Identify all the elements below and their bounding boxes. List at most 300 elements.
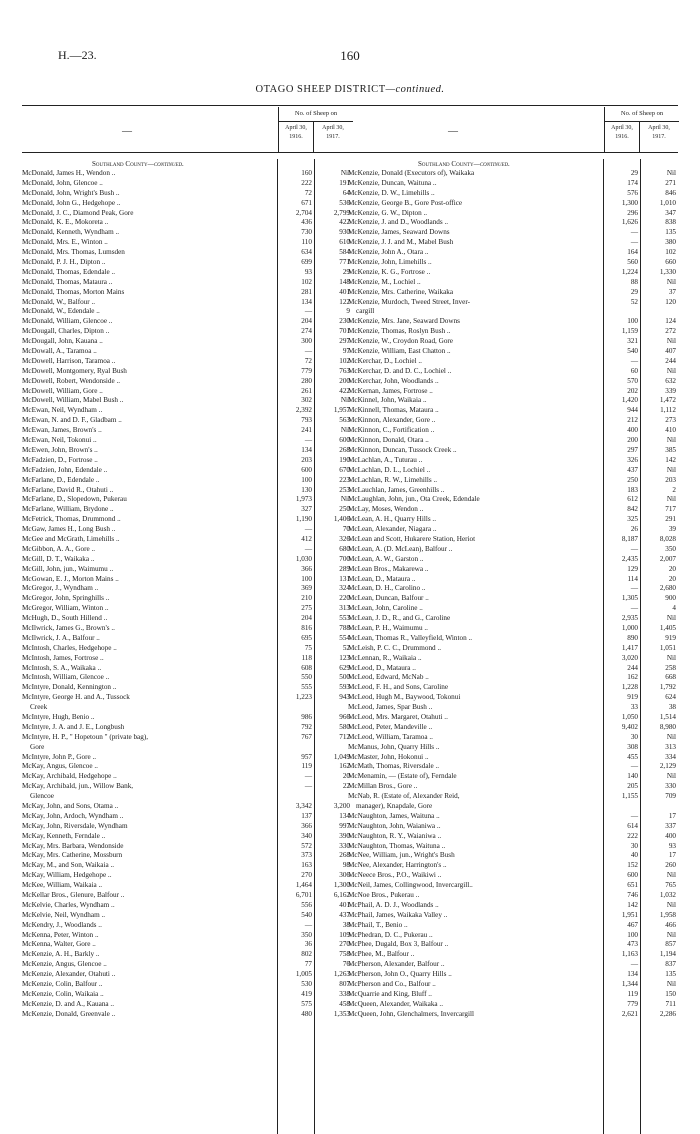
owner-name: McGregor, William, Winton .. — [22, 604, 109, 613]
sheep-1917: 610 — [339, 238, 350, 247]
sheep-1916: 1,344 — [621, 980, 638, 989]
owner-name: McPherson, Alexander, Balfour .. — [348, 960, 445, 969]
table-row — [348, 476, 678, 486]
sheep-1917: 52 — [342, 643, 350, 652]
sheep-1917: 306 — [339, 871, 350, 880]
sheep-1917: 22 — [342, 782, 350, 791]
sheep-1917: 64 — [342, 188, 350, 197]
table-row — [348, 565, 678, 575]
table-body — [348, 159, 678, 1020]
table-row — [22, 753, 352, 763]
table-row — [348, 762, 678, 772]
owner-name: McKenzie, John, Limehills .. — [348, 258, 432, 267]
owner-name: McEwan, James, Brown's .. — [22, 426, 102, 435]
table-row — [348, 970, 678, 980]
owner-name: McKenzie, J. and D., Woodlands .. — [348, 218, 449, 227]
sheep-1917: 807 — [339, 980, 350, 989]
sheep-1916: 325 — [627, 515, 638, 524]
owner-name: McKenzie, A. H., Barkly .. — [22, 950, 100, 959]
table-row — [22, 436, 352, 446]
sheep-1917: 997 — [339, 821, 350, 830]
sheep-1917: 838 — [665, 218, 676, 227]
sheep-1917: 554 — [339, 633, 350, 642]
sheep-1916: 467 — [627, 920, 638, 929]
owner-name: McDonald, James H., Wendon .. — [22, 169, 116, 177]
table-row — [22, 664, 352, 674]
sheep-1917: 102 — [339, 356, 350, 365]
sheep-1917: Nil — [340, 396, 350, 405]
table-row — [348, 1010, 678, 1020]
owner-name: McPhail, A. D. J., Woodlands .. — [348, 900, 439, 909]
sheep-1917: 97 — [342, 347, 350, 356]
sheep-1916: 134 — [301, 445, 312, 454]
sheep-1916: 2,621 — [621, 1009, 638, 1018]
sheep-1916: 296 — [627, 208, 638, 217]
document-reference: H.—23. — [58, 48, 97, 62]
sheep-1917: 846 — [665, 188, 676, 197]
sheep-1917: 1,958 — [659, 910, 676, 919]
owner-name: McKenzie, Colin, Waikaia .. — [22, 989, 104, 998]
table-row — [348, 733, 678, 743]
sheep-1916: 275 — [301, 604, 312, 613]
sheep-1916: 369 — [301, 584, 312, 593]
owner-name: McDonald, Thomas, Morton Mains — [22, 287, 125, 296]
table-row — [22, 169, 352, 179]
sheep-1916: 308 — [627, 742, 638, 751]
sheep-1917: 380 — [665, 238, 676, 247]
sheep-1917: 930 — [339, 228, 350, 237]
sheep-1916: 270 — [301, 871, 312, 880]
sheep-1917: 268 — [339, 445, 350, 454]
sheep-1916: 340 — [301, 831, 312, 840]
owner-name: McIlwrick, J. A., Balfour .. — [22, 633, 100, 642]
owner-name: McDonald, P. J. H., Dipton .. — [22, 258, 106, 267]
table-row — [22, 575, 352, 585]
sheep-1917: Nil — [666, 900, 676, 909]
owner-name: McIntyre, George H. and A., Tussock — [22, 693, 130, 702]
table-body — [22, 159, 352, 1020]
table-row — [22, 515, 352, 525]
sheep-1917: 771 — [339, 258, 350, 267]
sheep-1917: 765 — [665, 881, 676, 890]
sheep-1917: 1,010 — [659, 198, 676, 207]
sheep-1917: 20 — [668, 564, 676, 573]
owner-name: McLay, Moses, Wendon .. — [348, 505, 424, 514]
sheep-1916: 163 — [301, 861, 312, 870]
table-row — [22, 268, 352, 278]
sheep-1916: 986 — [301, 712, 312, 721]
owner-name: McKay, Archibald, jun., Willow Bank, — [22, 782, 134, 791]
sheep-1917: 600 — [339, 436, 350, 445]
table-row — [22, 555, 352, 565]
owner-name: McKenzie, George B., Gore Post-office — [348, 198, 463, 207]
owner-name: McLean Bros., Makarewa .. — [348, 564, 429, 573]
owner-name: McLeod, F. H., and Sons, Caroline — [348, 683, 449, 692]
owner-name: McKenzie, Thomas, Roslyn Bush .. — [348, 327, 451, 336]
sheep-1916: 400 — [627, 426, 638, 435]
owner-name: McMath, Thomas, Riversdale .. — [348, 762, 440, 771]
table-row — [22, 762, 352, 772]
table-row — [348, 891, 678, 901]
owner-name: McLeod, William, Taramoa .. — [348, 732, 433, 741]
owner-name: McPhail, T., Benio .. — [348, 920, 408, 929]
table-row — [22, 713, 352, 723]
sheep-1916: 72 — [304, 356, 312, 365]
sheep-1916: 200 — [627, 436, 638, 445]
owner-name: McKay, John, and Sons, Otama .. — [22, 802, 119, 810]
sheep-1917: 272 — [665, 327, 676, 336]
sheep-1917: Nil — [666, 980, 676, 989]
table-row — [22, 278, 352, 288]
sheep-1917: 709 — [665, 792, 676, 801]
table-row — [348, 713, 678, 723]
table-row — [22, 911, 352, 921]
owner-name: Creek — [30, 703, 48, 712]
sheep-1916: 130 — [301, 485, 312, 494]
sheep-1917: 837 — [665, 960, 676, 969]
owner-name: McDowell, William, Mabel Bush .. — [22, 396, 124, 405]
table-row — [22, 327, 352, 337]
sheep-1917: 98 — [342, 861, 350, 870]
table-row — [22, 802, 352, 812]
table-header — [348, 105, 678, 153]
owner-name: McPhee, Dugald, Box 3, Balfour .. — [348, 940, 449, 949]
owner-name: McDowell, Harrison, Taramoa .. — [22, 356, 116, 365]
sheep-1917: 326 — [339, 534, 350, 543]
sheep-1916: 2,435 — [621, 554, 638, 563]
owner-name: McGregor, J., Wyndham .. — [22, 584, 99, 593]
table-row — [22, 307, 352, 317]
sheep-1916: 100 — [627, 317, 638, 326]
sheep-1917: 244 — [665, 356, 676, 365]
owner-name: McLauchlan, James, Greenhills .. — [348, 485, 445, 494]
sheep-1916: 1,030 — [295, 554, 312, 563]
sheep-1916: 297 — [627, 445, 638, 454]
owner-name: McDougall, Charles, Dipton .. — [22, 327, 110, 336]
sheep-1917: 4 — [672, 604, 676, 613]
table-row — [348, 268, 678, 278]
sheep-1917: 458 — [339, 999, 350, 1008]
table-row — [22, 604, 352, 614]
sheep-1917: Nil — [666, 366, 676, 375]
sheep-1917: 2,680 — [659, 584, 676, 593]
owner-name: McLean and Scott, Hukarere Station, Heriot — [348, 534, 476, 543]
sheep-1916: 419 — [301, 989, 312, 998]
table-row — [22, 377, 352, 387]
table-row — [348, 782, 678, 792]
sheep-1916: — — [630, 584, 638, 593]
sheep-1917: 400 — [665, 831, 676, 840]
table-row — [348, 555, 678, 565]
table-row — [22, 703, 352, 713]
sheep-1916: 302 — [301, 396, 312, 405]
sheep-1916: 2,704 — [295, 208, 312, 217]
sheep-1916: 1,155 — [621, 792, 638, 801]
table-row — [22, 416, 352, 426]
owner-name: McPherson, John O., Quarry Hills .. — [348, 970, 452, 979]
owner-name: McKenzie, M., Lochiel .. — [348, 277, 421, 286]
table-row — [22, 871, 352, 881]
sheep-1917: 150 — [665, 989, 676, 998]
owner-name: McPhedran, D. C., Pukerau .. — [348, 930, 433, 939]
table-row — [348, 535, 678, 545]
sheep-1916: 140 — [627, 772, 638, 781]
owner-name: McDonald, W., Balfour .. — [22, 297, 96, 306]
owner-name: McKelvie, Neil, Wyndham .. — [22, 910, 106, 919]
table-row — [22, 683, 352, 693]
owner-name: McNee, William, jun., Wright's Bush — [348, 851, 455, 860]
sheep-1917: 668 — [665, 673, 676, 682]
sheep-1917: 37 — [668, 287, 676, 296]
owner-name: McIntosh, William, Glencoe .. — [22, 673, 110, 682]
table-row — [348, 357, 678, 367]
sheep-1916: 651 — [627, 881, 638, 890]
owner-name: McNab, R. (Estate of, Alexander Reid, — [348, 792, 460, 801]
sheep-1916: 373 — [301, 851, 312, 860]
sheep-1917: 2,286 — [659, 1009, 676, 1018]
sheep-1917: 93 — [668, 841, 676, 850]
sheep-1917: 763 — [339, 366, 350, 375]
table-row — [348, 842, 678, 852]
sheep-1917: 9 — [346, 307, 350, 316]
sheep-1917: 330 — [339, 841, 350, 850]
table-row — [348, 584, 678, 594]
sheep-1916: 241 — [301, 426, 312, 435]
sheep-1916: 204 — [301, 614, 312, 623]
row-list — [348, 169, 678, 1020]
table-row — [348, 634, 678, 644]
owner-name: McHugh, D., South Hillend .. — [22, 614, 108, 623]
owner-name: McLeod, Edward, McNab .. — [348, 673, 429, 682]
sheep-1916: 576 — [627, 188, 638, 197]
sheep-1917: 943 — [339, 693, 350, 702]
sheep-1917: 536 — [339, 198, 350, 207]
owner-name: McLean, D. H., Carolino .. — [348, 584, 426, 593]
sheep-1916: 30 — [630, 841, 638, 850]
sheep-1916: 957 — [301, 752, 312, 761]
sheep-1916: 33 — [630, 703, 638, 712]
table-row — [22, 179, 352, 189]
sheep-1917: 347 — [665, 208, 676, 217]
sheep-1916: 634 — [301, 248, 312, 257]
owner-name: McEwan, N. and D. F., Gladbam .. — [22, 416, 122, 425]
owner-name: McKenzie, J. J. and M., Mabel Bush — [348, 238, 454, 247]
sheep-1916: 212 — [627, 416, 638, 425]
table-row — [348, 446, 678, 456]
sheep-1916: 119 — [627, 989, 638, 998]
section-heading — [22, 159, 352, 169]
sheep-1916: 530 — [301, 980, 312, 989]
sheep-1917: Nil — [666, 772, 676, 781]
table-row — [348, 258, 678, 268]
sheep-1916: 77 — [304, 960, 312, 969]
owner-name: McLean, Duncan, Balfour .. — [348, 594, 429, 603]
owner-name: McGregor, John, Springhills .. — [22, 594, 110, 603]
section-title: Southland County — [92, 160, 148, 168]
table-row — [348, 871, 678, 881]
sheep-1917: 857 — [665, 940, 676, 949]
owner-name: McIntyre, John P., Gore .. — [22, 752, 97, 761]
sheep-1917: 3,200 — [333, 802, 350, 810]
sheep-1917: 337 — [665, 821, 676, 830]
sheep-1917: 2,129 — [659, 762, 676, 771]
sheep-1916: 540 — [301, 910, 312, 919]
sheep-1917: 1,032 — [659, 891, 676, 900]
sheep-1916: 274 — [301, 327, 312, 336]
table-row — [348, 743, 678, 753]
sheep-1917: 466 — [665, 920, 676, 929]
table-row — [22, 673, 352, 683]
sheep-1917: 553 — [339, 614, 350, 623]
table-row — [22, 584, 352, 594]
owner-name: McDougall, John, Kauana .. — [22, 337, 103, 346]
sheep-1917: 1,330 — [659, 267, 676, 276]
owner-name: Gore — [30, 742, 45, 751]
owner-name: McIntosh, S. A., Waikaka .. — [22, 663, 102, 672]
sheep-1917: 20 — [342, 772, 350, 781]
section-continued: —continued. — [147, 160, 184, 168]
owner-name: McKinnel, John, Waikaia .. — [348, 396, 427, 405]
owner-name: McEwen, John, Brown's .. — [22, 445, 98, 454]
owner-name: McPhail, James, Waikaka Valley .. — [348, 910, 448, 919]
table-row — [348, 387, 678, 397]
owner-name: McKenzie, Donald (Executors of), Waikaka — [348, 169, 475, 177]
sheep-1916: 600 — [301, 465, 312, 474]
table-row — [22, 940, 352, 950]
sheep-1917: 1,194 — [659, 950, 676, 959]
owner-name: McDonald, Mrs. E., Winton .. — [22, 238, 108, 247]
sheep-1917: 124 — [665, 317, 676, 326]
table-row — [22, 189, 352, 199]
sheep-1917: 148 — [339, 277, 350, 286]
sheep-1917: 120 — [665, 297, 676, 306]
sheep-1917: 203 — [665, 475, 676, 484]
sheep-1917: 20 — [668, 574, 676, 583]
owner-name: McIlwrick, James G., Brown's .. — [22, 623, 115, 632]
table-row — [348, 960, 678, 970]
table-row — [348, 950, 678, 960]
sheep-1916: 730 — [301, 228, 312, 237]
table-row — [348, 851, 678, 861]
sheep-1916: 174 — [627, 178, 638, 187]
owner-name: McPherson and Co., Balfour .. — [348, 980, 436, 989]
sheep-1916: 75 — [304, 643, 312, 652]
owner-name: McKinnon, C., Fortification .. — [348, 426, 435, 435]
table-row — [22, 565, 352, 575]
table-row — [348, 179, 678, 189]
sheep-1916: 550 — [301, 673, 312, 682]
table-row — [348, 881, 678, 891]
table-row — [348, 832, 678, 842]
sheep-1917: 338 — [339, 989, 350, 998]
owner-name: McKenzie, James, Seaward Downs — [348, 228, 450, 237]
table-row — [348, 911, 678, 921]
owner-name: McGee and McGrath, Limehills .. — [22, 534, 120, 543]
sheep-1916: 890 — [627, 633, 638, 642]
owner-name: McGill, D. T., Waikaka .. — [22, 554, 95, 563]
table-row — [348, 466, 678, 476]
sheep-1917: 629 — [339, 663, 350, 672]
sheep-1917: 385 — [665, 445, 676, 454]
sheep-1916: 134 — [627, 970, 638, 979]
sheep-1916: 1,190 — [295, 515, 312, 524]
owner-name: McLean, A. (D. McLean), Balfour .. — [348, 544, 453, 553]
sheep-1916: 1,005 — [295, 970, 312, 979]
sheep-1917: 401 — [339, 287, 350, 296]
sheep-1917: 29 — [342, 267, 350, 276]
sheep-1916: 792 — [301, 722, 312, 731]
table-row — [348, 199, 678, 209]
table-row — [348, 317, 678, 327]
owner-name: McKenzie, Alexander, Otahuti .. — [22, 970, 116, 979]
sheep-1916: 164 — [627, 248, 638, 257]
sheep-1916: 350 — [301, 930, 312, 939]
sheep-1917: Nil — [340, 495, 350, 504]
table-row — [348, 209, 678, 219]
table-row — [348, 505, 678, 515]
owner-name: McKee, William, Waikaia .. — [22, 881, 103, 890]
sheep-1916: 746 — [627, 891, 638, 900]
sheep-1917: 223 — [339, 475, 350, 484]
sheep-1916: 205 — [627, 782, 638, 791]
table-row — [22, 238, 352, 248]
table-row — [348, 822, 678, 832]
sheep-1917: 670 — [339, 465, 350, 474]
owner-name: McDonald, J. C., Diamond Peak, Gore — [22, 208, 134, 217]
owner-name: McMillan Bros., Gore .. — [348, 782, 418, 791]
sheep-1916: 119 — [301, 762, 312, 771]
table-row — [348, 644, 678, 654]
owner-name: McDonald, John G., Hedgehope .. — [22, 198, 121, 207]
owner-name: McKenna, Walter, Gore .. — [22, 940, 96, 949]
owner-name: McLeod, Peter, Mandeville .. — [348, 722, 433, 731]
sheep-1917: 401 — [339, 900, 350, 909]
owner-name: McKay, Angus, Glencoe .. — [22, 762, 98, 771]
sheep-1917: 900 — [665, 594, 676, 603]
owner-name: McFadzien, John, Edendale .. — [22, 465, 108, 474]
table-row — [22, 298, 352, 308]
owner-name: Glencoe — [30, 792, 54, 801]
sheep-1916: 134 — [301, 297, 312, 306]
table-row — [22, 832, 352, 842]
owner-name: McLean, J. D., R., and G., Caroline — [348, 614, 451, 623]
page-title — [0, 84, 700, 95]
sheep-1917: 135 — [665, 228, 676, 237]
table-row — [348, 693, 678, 703]
sheep-1916: 100 — [301, 574, 312, 583]
sheep-1916: — — [304, 307, 312, 316]
table-row — [348, 575, 678, 585]
owner-name: McLennan, R., Waikaia .. — [348, 653, 422, 662]
sheep-1916: — — [630, 544, 638, 553]
table-row — [22, 248, 352, 258]
table-row — [348, 673, 678, 683]
sheep-1917: 131 — [339, 574, 350, 583]
sheep-1916: 437 — [627, 465, 638, 474]
sheep-1916: 412 — [301, 534, 312, 543]
owner-name: McKenzie, G. W., Dipton .. — [348, 208, 428, 217]
table-row — [348, 436, 678, 446]
sheep-1916: 793 — [301, 416, 312, 425]
sheep-1916: 72 — [304, 188, 312, 197]
table-row — [22, 486, 352, 496]
sheep-1917: 17 — [668, 811, 676, 820]
table-row — [22, 218, 352, 228]
sheep-1917: Nil — [340, 426, 350, 435]
page-number: 160 — [340, 48, 360, 63]
table-row — [348, 931, 678, 941]
sheep-1917: 289 — [339, 564, 350, 573]
